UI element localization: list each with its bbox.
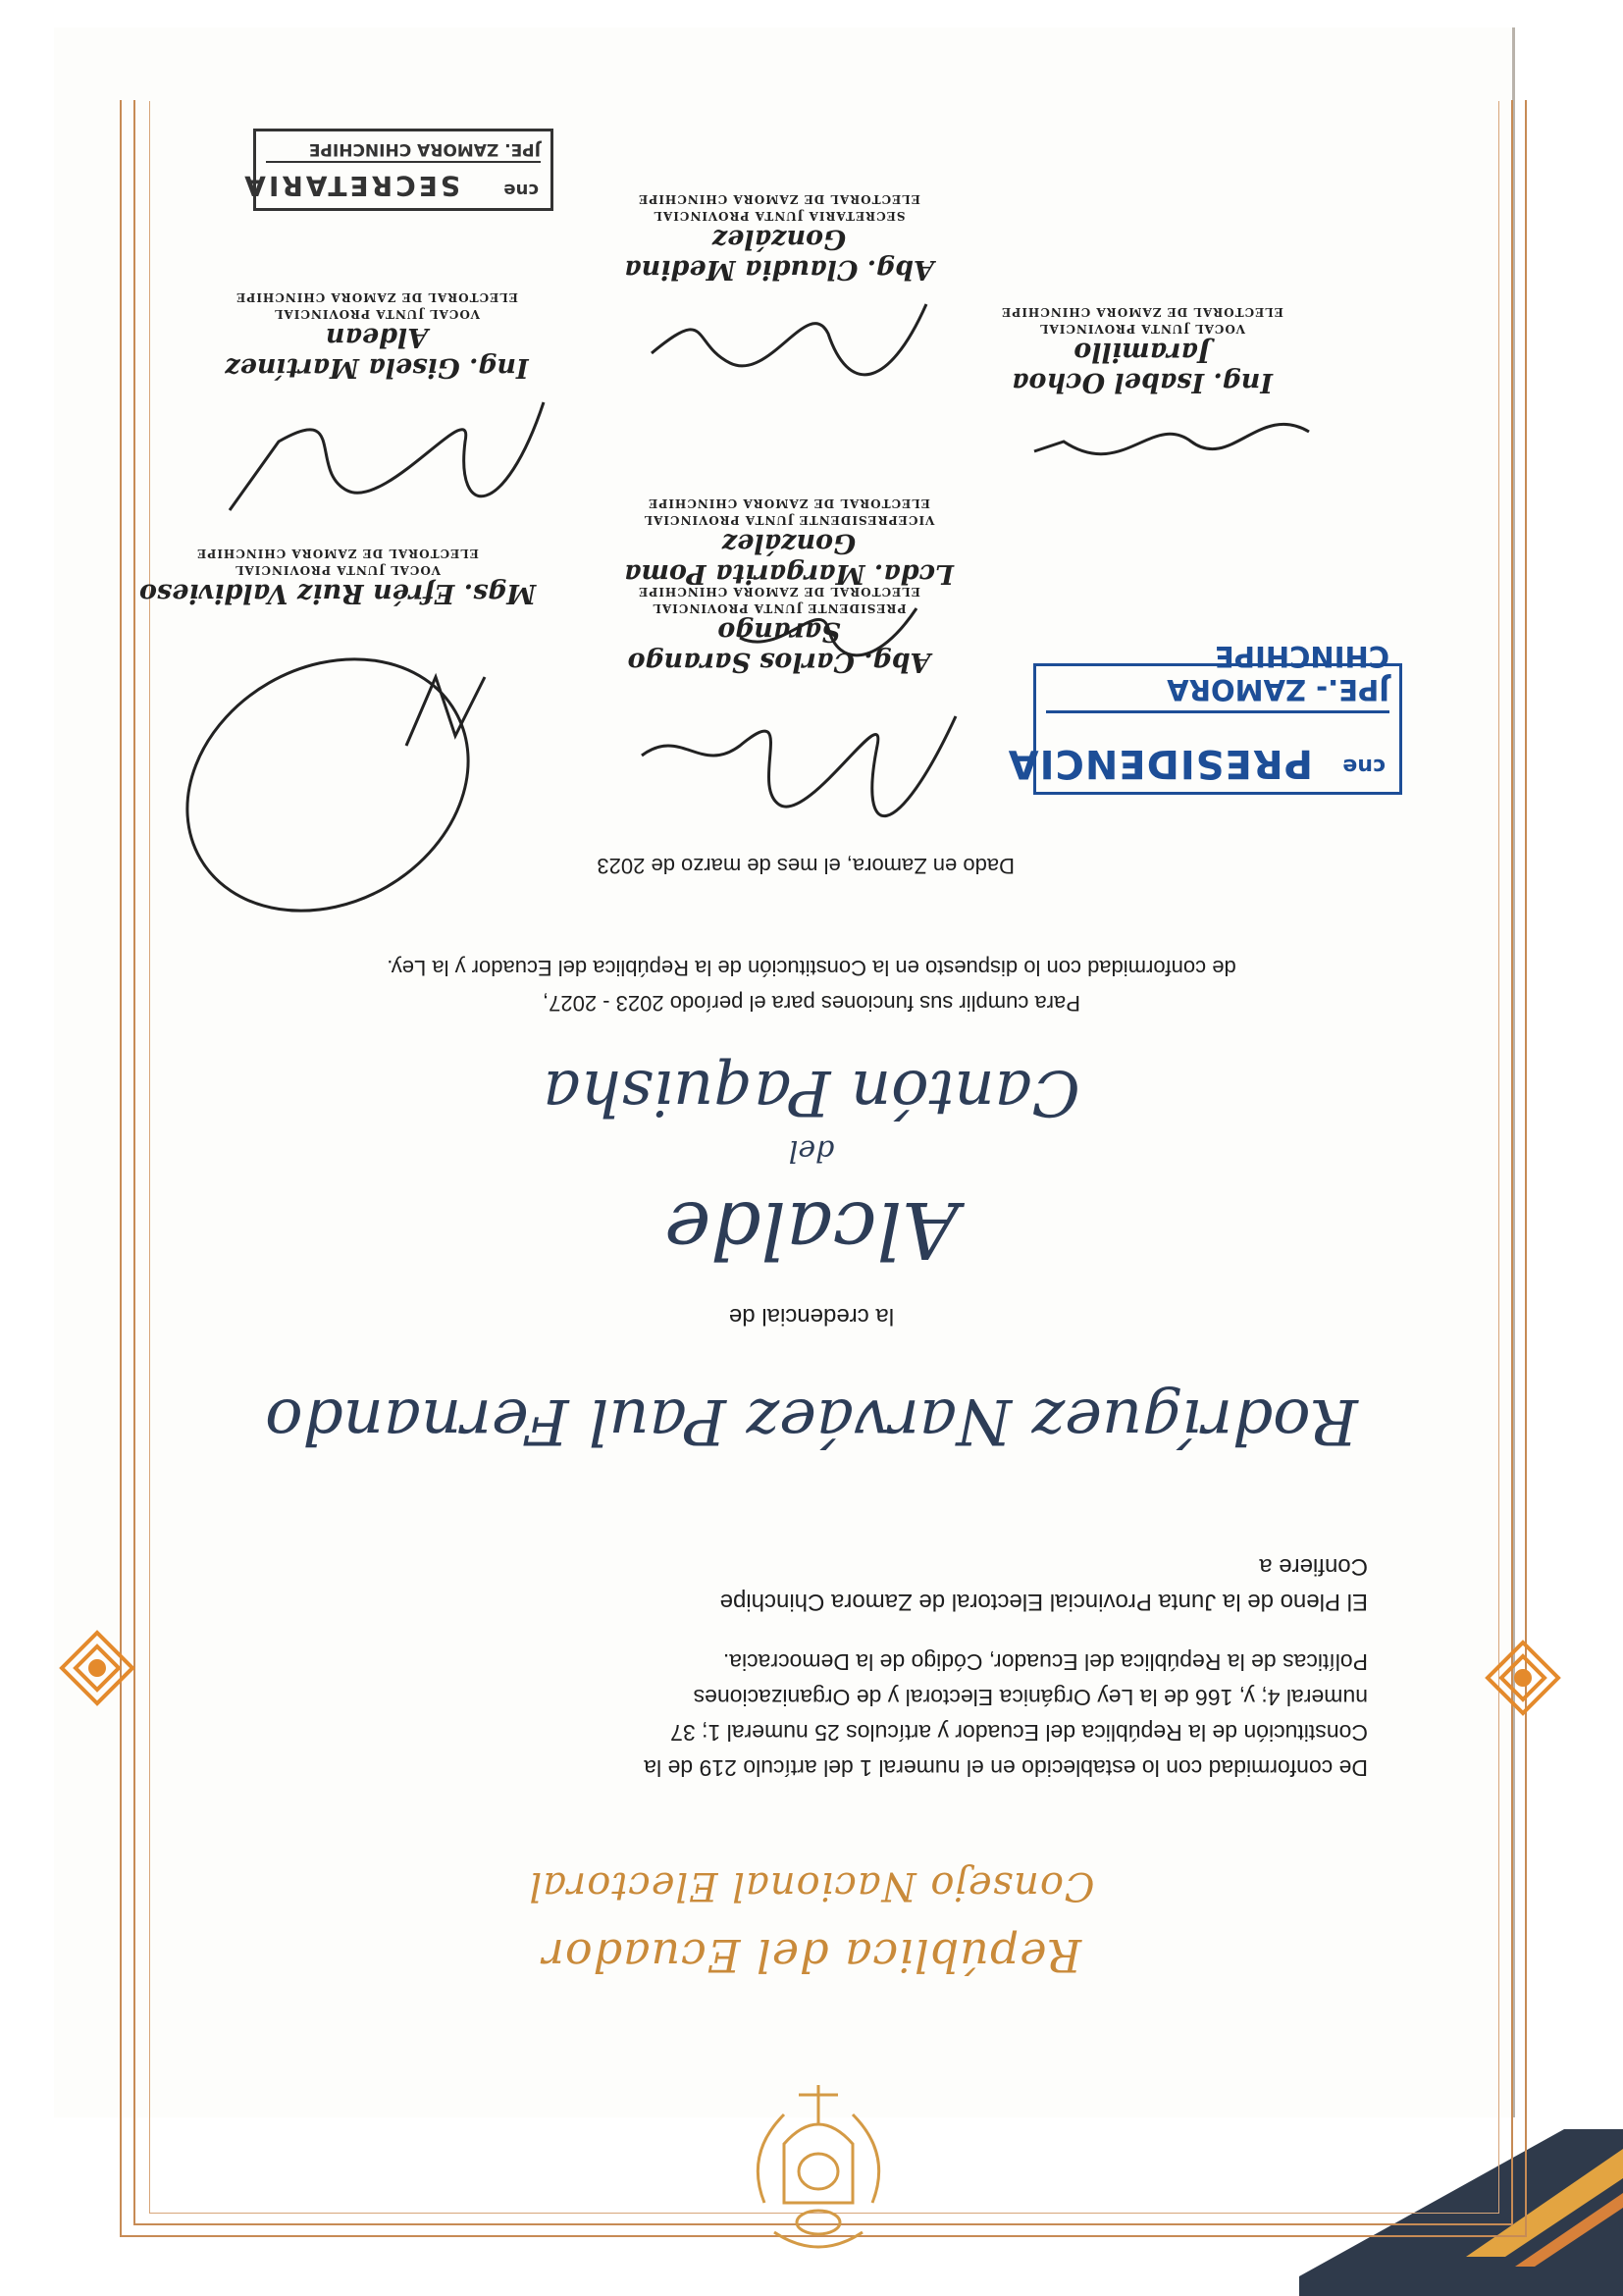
signer-role: ELECTORAL DE ZAMORA CHINCHIPE (196, 547, 479, 560)
term-line: Para cumplir sus funciones para el período 2023 - 2027, (543, 991, 1080, 1016)
term-line: de conformidad con lo dispuesto en la Constitución de la República del Ecuador y la Ley. (387, 956, 1236, 980)
recipient-name: Rodríguez Narváez Paul Fernando (265, 1384, 1358, 1457)
signer-vicepresident (563, 495, 1015, 589)
confiere-line: Confiere a (1259, 1553, 1368, 1580)
signature-president-icon (622, 677, 975, 863)
cne-logo-icon: cne (503, 180, 539, 200)
signer-name: Mgs. Efrén Ruiz Valdivieso (138, 578, 537, 608)
presidencia-stamp (1007, 640, 1402, 795)
signature-gisela-icon (210, 383, 563, 549)
legal-basis-line: Constitución de la República del Ecuador y artículos 25 numeral 1; 37 (670, 1720, 1368, 1746)
signer-role: ELECTORAL DE ZAMORA CHINCHIPE (638, 192, 920, 206)
stamp-subtitle: JPE.- ZAMORA CHINCHIPE (1046, 640, 1389, 713)
position-title: Alcalde (664, 1184, 959, 1276)
signer-role: PRESIDENTE JUNTA PROVINCIAL (652, 601, 907, 615)
legal-basis-paragraph (239, 1644, 1368, 1786)
position-connector: del (788, 1133, 835, 1168)
signer-role: ELECTORAL DE ZAMORA CHINCHIPE (638, 585, 920, 599)
stamp-subtitle: JPE. ZAMORA CHINCHIPE (266, 139, 541, 163)
signer-vocal-efren (131, 545, 544, 608)
signature-efren-icon (151, 618, 544, 932)
coat-of-arms-icon (745, 2080, 892, 2262)
legal-basis-line: numeral 4; y, 166 de la Ley Orgánica Electoral y de Organizaciones (693, 1685, 1368, 1710)
signer-secretaria (563, 190, 995, 285)
signer-vocal-isabel (946, 303, 1338, 397)
republic-title: República del Ecuador (541, 1929, 1082, 1982)
legal-basis-line: Políticas de la República del Ecuador, Código de la Democracia. (722, 1649, 1368, 1675)
signer-role: VICEPRESIDENTE JUNTA PROVINCIAL (643, 513, 935, 527)
canton-name: Cantón Paquisha (543, 1056, 1080, 1128)
ornament-left-icon (1484, 1639, 1562, 1717)
stamp-title: SECRETARIA (241, 170, 460, 202)
signer-name: Lcda. Margarita Poma González (623, 528, 955, 589)
signature-isabel-icon (1024, 392, 1319, 491)
term-paragraph (294, 950, 1329, 1020)
signer-role: VOCAL JUNTA PROVINCIAL (235, 563, 441, 577)
signer-name: Ing. Gisela Martínez Aldean (225, 322, 529, 383)
signer-role: SECRETARIA JUNTA PROVINCIAL (653, 209, 906, 223)
signer-role: ELECTORAL DE ZAMORA CHINCHIPE (236, 290, 518, 304)
ornament-right-icon (58, 1629, 136, 1707)
signer-role: ELECTORAL DE ZAMORA CHINCHIPE (648, 496, 930, 510)
signer-name: Abg. Claudia Medina González (624, 224, 934, 285)
council-title: Consejo Nacional Electoral (528, 1863, 1095, 1908)
signer-vocal-gisela (171, 288, 583, 383)
signer-role: ELECTORAL DE ZAMORA CHINCHIPE (1001, 305, 1283, 319)
signature-margarita-icon (701, 589, 936, 677)
stamp-title: PRESIDENCIA (1007, 741, 1313, 786)
secretaria-stamp (241, 129, 553, 211)
signer-role: VOCAL JUNTA PROVINCIAL (1039, 322, 1245, 336)
cne-logo-icon: cne (1342, 754, 1386, 778)
signature-claudia-icon (632, 285, 946, 412)
signer-name: Ing. Isabel Ochoa Jaramillo (1011, 337, 1274, 397)
pleno-statement (720, 1548, 1368, 1619)
pleno-line: El Pleno de la Junta Provincial Electoral de Zamora Chinchipe (719, 1589, 1368, 1615)
legal-basis-line: De conformidad con lo establecido en el numeral 1 del artículo 219 de la (644, 1755, 1368, 1781)
signer-role: VOCAL JUNTA PROVINCIAL (274, 307, 480, 321)
signer-name: Abg. Carlos Sarango Sarango (627, 616, 931, 677)
credential-text: la credencial de (728, 1303, 895, 1330)
issued-date: Dado en Zamora, el mes de marzo de 2023 (597, 854, 1015, 878)
